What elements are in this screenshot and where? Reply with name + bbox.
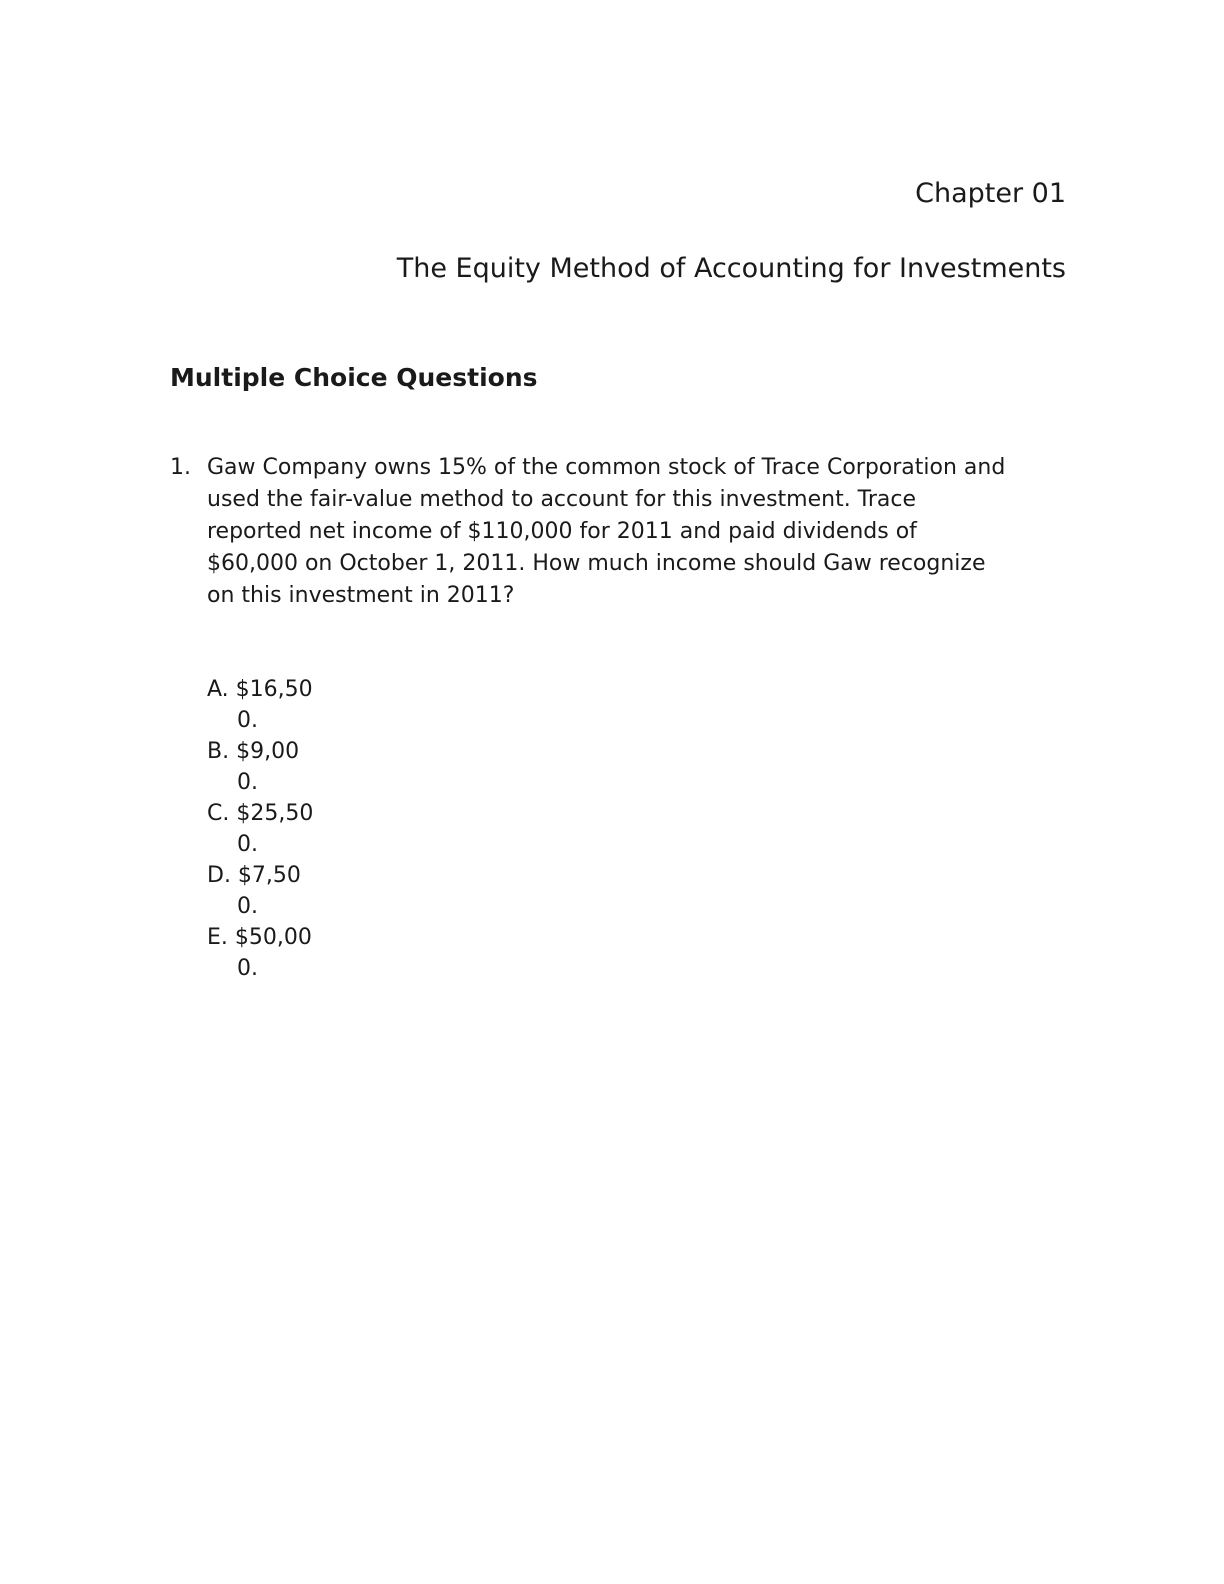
question-stem-line: Gaw Company owns 15% of the common stock of Trace Corporation and — [207, 455, 1006, 480]
question-stem-line: $60,000 on October 1, 2011. How much income should Gaw recognize — [207, 551, 986, 576]
answer-option-label: B. $9,00 — [207, 739, 300, 764]
answer-option-label: A. $16,50 — [207, 677, 313, 702]
answer-option-continuation: 0. — [237, 956, 258, 981]
answer-option-continuation: 0. — [237, 832, 258, 857]
answer-option-a — [207, 674, 407, 736]
answer-option-c — [207, 798, 407, 860]
answer-option-label: E. $50,00 — [207, 925, 312, 950]
section-heading: Multiple Choice Questions — [170, 363, 538, 392]
answer-option-label: C. $25,50 — [207, 801, 314, 826]
question-stem-line: reported net income of $110,000 for 2011 and paid dividends of — [207, 519, 917, 544]
answer-option-d — [207, 860, 407, 922]
answer-option-continuation: 0. — [237, 708, 258, 733]
question-number: 1. — [170, 455, 191, 480]
chapter-number: Chapter 01 — [915, 178, 1066, 209]
question-stem-line: used the fair-value method to account for this investment. Trace — [207, 487, 917, 512]
question-stem-line: on this investment in 2011? — [207, 583, 515, 608]
answer-option-b — [207, 736, 407, 798]
chapter-title: The Equity Method of Accounting for Investments — [396, 253, 1066, 284]
answer-option-continuation: 0. — [237, 770, 258, 795]
answer-options — [207, 674, 407, 984]
answer-option-continuation: 0. — [237, 894, 258, 919]
answer-option-label: D. $7,50 — [207, 863, 301, 888]
question-stem — [207, 452, 1069, 612]
answer-option-e — [207, 922, 407, 984]
